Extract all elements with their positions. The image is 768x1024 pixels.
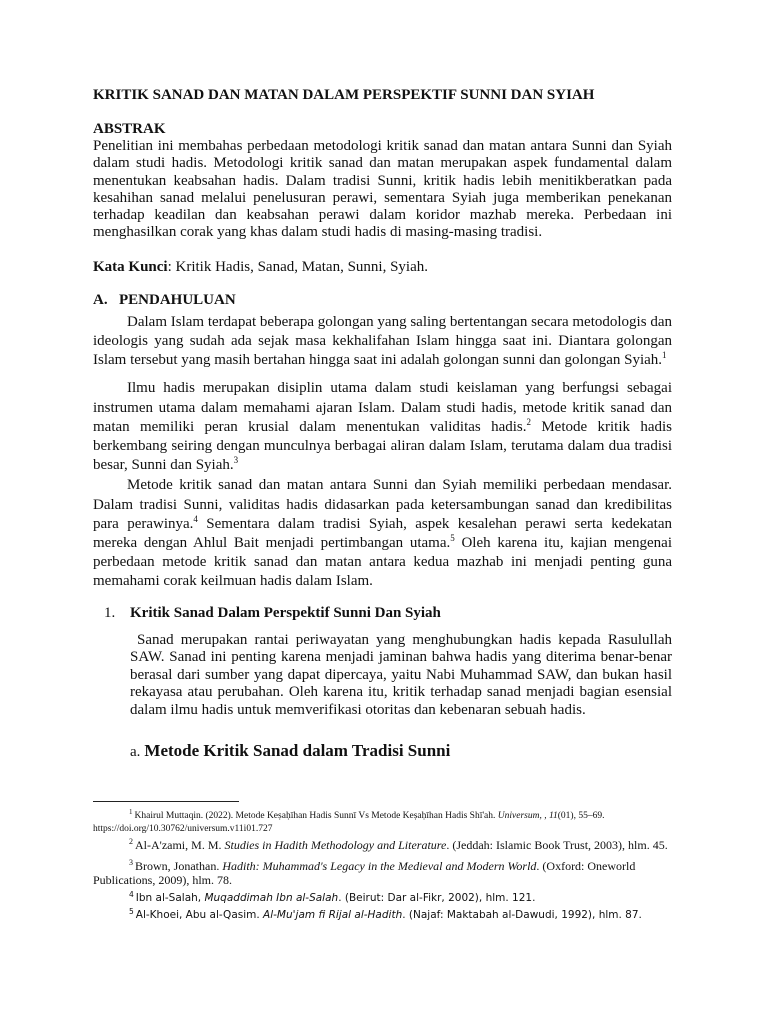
footnote-separator <box>93 801 239 802</box>
footnote-4: $^4$ Ibn al-Salah, Muqaddimah Ibn al-Salah. (Beirut: Dar al-Fikr, 2002), hlm. 121. <box>129 889 536 904</box>
footnote-ref-1[interactable]: 1 <box>662 350 667 361</box>
footnote-ref-2[interactable]: 2 <box>526 416 531 427</box>
subsubsection-heading <box>130 740 672 763</box>
subsection-heading-kritik-sanad <box>104 604 672 622</box>
abstract-text: Penelitian ini membahas perbedaan metodologi kritik sanad dan matan antara Sunni dan Syiah dalam studi hadis. Metodologi kritik sanad dan matan merupakan aspek fundamental dalam menentukan keabsahan hadis. Dalam tradisi Sunni, kritik hadis lebih menitikberatkan pada kesahihan sanad melalui penelusuran perawi, sementara Syiah juga memberikan penekanan terhadap keadilan dan keabsahan perawi dalam koridor mazhab mereka. Perbedaan ini menghasilkan corak yang khas dalam studi hadis di masing-masing tradisi. <box>93 138 672 241</box>
paper-title: KRITIK SANAD DAN MATAN DALAM PERSPEKTIF SUNNI DAN SYIAH <box>93 87 595 103</box>
footnote-ref-5[interactable]: 5 <box>450 533 455 544</box>
subsubsection-title: Metode Kritik Sanad dalam Tradisi Sunni <box>144 740 451 760</box>
footnote-1: $^1$ Khairul Muttaqin. (2022). Metode Keṣaḥīhan Hadis Sunnī Vs Metode Keṣaḥīhan Hadis Shī'ah. Universum, , 11(01), 55–69. https://doi.org/10.30762/universum.v11i01.727 <box>93 808 605 834</box>
section-label: A. <box>93 291 108 308</box>
abstract-heading: ABSTRAK <box>93 121 166 137</box>
footnote-5: $^5$ Al-Khoei, Abu al-Qasim. Al-Mu'jam fi Rijal al-Hadith. (Najaf: Maktabah al-Dawudi, 1992), hlm. 87. <box>129 907 642 922</box>
footnote-ref-4[interactable]: 4 <box>193 513 198 524</box>
section-title: PENDAHULUAN <box>119 291 236 308</box>
subsection-title: Kritik Sanad Dalam Perspektif Sunni Dan Syiah <box>130 604 441 621</box>
subsubsection-letter: a. <box>130 743 141 760</box>
main-content <box>93 86 672 763</box>
keywords-label: Kata Kunci <box>93 258 168 275</box>
intro-paragraph-3: Metode kritik sanad dan matan antara Sunni dan Syiah memiliki perbedaan mendasar. Dalam tradisi Sunni, validitas hadis didasarkan pada ketersambungan sanad dan kredibilitas para perawinya.$^4$ Sementara dalam tradisi Syiah, aspek kesalehan perawi serta kedekatan mereka dengan Ahlul Bait menjadi pertimbangan utama.$^5$ Oleh karena itu, kajian mengenai perbedaan metode kritik sanad dan matan antara kedua mazhab ini menjadi penting guna memahami corak keilmuan hadis dalam Islam. <box>93 477 673 590</box>
footnote-3: $^3$ Brown, Jonathan. Hadith: Muhammad's Legacy in the Medieval and Modern World. (Oxford: Oneworld Publications, 2009), hlm. 78. <box>93 857 636 888</box>
keywords-text: : Kritik Hadis, Sanad, Matan, Sunni, Syiah. <box>167 258 428 275</box>
footnote-2: $^2$ Al-A'zami, M. M. Studies in Hadith Methodology and Literature. (Jeddah: Islamic Book Trust, 2003), hlm. 45. <box>129 837 668 853</box>
intro-paragraph-1: Dalam Islam terdapat beberapa golongan yang saling bertentangan secara metodologis dan ideologis yang sudah ada sejak masa kekhalifahan Islam hingga saat ini. Diantara golongan Islam tersebut yang masih bertahan hingga saat ini adalah golongan sunni dan golongan Syiah.$^1$ <box>93 313 672 369</box>
subsection-paragraph: Sanad merupakan rantai periwayatan yang menghubungkan hadis kepada Rasulullah SAW. Sanad ini penting karena menjadi jaminan bahwa hadis yang diterima benar-benar berasal dari sumber yang dapat dipercaya, yaitu Nabi Muhammad SAW, dan bukan hasil rekayasa atau perubahan. Oleh karena itu, kritik terhadap sanad menjadi bagian esensial dalam ilmu hadis untuk memverifikasi otoritas dan kebenaran sebuah hadis. <box>130 631 672 718</box>
footnotes <box>93 806 673 923</box>
intro-paragraph-2: Ilmu hadis merupakan disiplin utama dalam studi keislaman yang berfungsi sebagai instrumen utama dalam memahami ajaran Islam. Dalam studi hadis, metode kritik sanad dan matan memiliki peran krusial dalam menentukan validitas hadis.$^2$ Metode kritik hadis berkembang seiring dengan munculnya berbagai aliran dalam Islam, terutama dalam dua tradisi besar, Sunni dan Syiah.$^3$ <box>93 380 672 474</box>
footnote-ref-3[interactable]: 3 <box>233 455 239 466</box>
section-heading-pendahuluan <box>93 291 672 309</box>
keywords <box>93 258 672 276</box>
subsection-number: 1. <box>104 604 116 621</box>
